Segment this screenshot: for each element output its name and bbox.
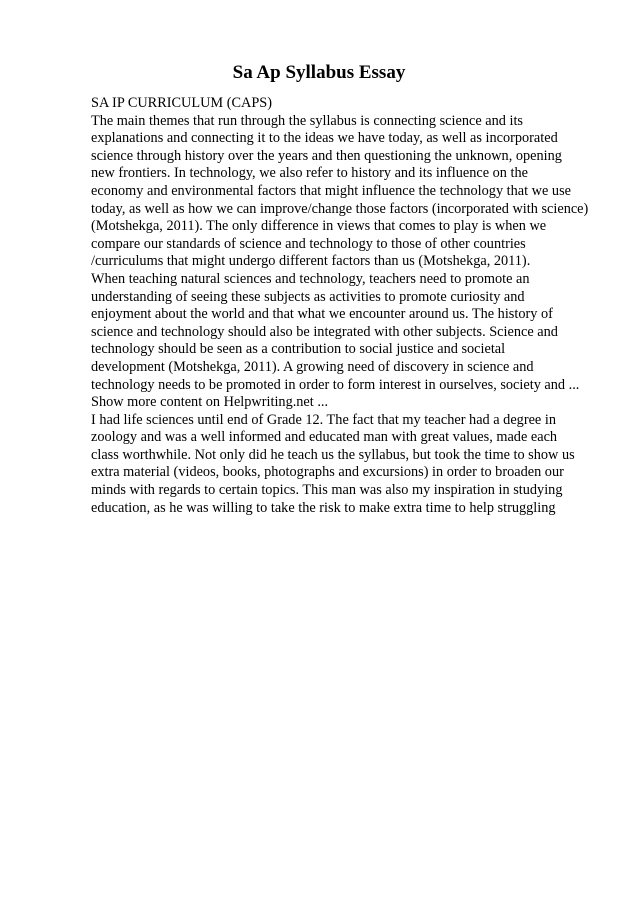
text-line: (Motshekga, 2011). The only difference in views that comes to play is when we	[91, 218, 547, 235]
text-line: science and technology should also be integrated with other subjects. Science and	[91, 323, 558, 340]
text-line: technology should be seen as a contribution to social justice and societal	[91, 341, 506, 358]
text-line: understanding of seeing these subjects as activities to promote curiosity and	[91, 288, 525, 305]
text-line: Show more content on Helpwriting.net ...	[91, 394, 329, 411]
text-line: When teaching natural sciences and technology, teachers need to promote an	[91, 270, 530, 287]
text-line: class worthwhile. Not only did he teach us the syllabus, but took the time to show us	[91, 446, 575, 463]
document-title: Sa Ap Syllabus Essay	[232, 62, 406, 83]
text-line: The main themes that run through the syllabus is connecting science and its	[91, 112, 523, 129]
text-line: technology needs to be promoted in order to form interest in ourselves, society and ...	[91, 376, 580, 393]
text-line: development (Motshekga, 2011). A growing need of discovery in science and	[91, 358, 534, 375]
text-line: SA IP CURRICULUM (CAPS)	[91, 95, 273, 111]
text-line: economy and environmental factors that might influence the technology that we use	[91, 182, 571, 199]
text-line: extra material (videos, books, photographs and excursions) in order to broaden our	[91, 464, 564, 481]
text-line: /curriculums that might undergo different factors than us (Motshekga, 2011).	[91, 253, 531, 270]
text-line: zoology and was a well informed and educated man with great values, made each	[91, 429, 558, 446]
document-body	[91, 95, 611, 517]
text-line: explanations and connecting it to the ideas we have today, as well as incorporated	[91, 130, 558, 147]
text-line: I had life sciences until end of Grade 12. The fact that my teacher had a degree in	[91, 411, 556, 428]
text-line: new frontiers. In technology, we also refer to history and its influence on the	[91, 165, 528, 182]
text-line: compare our standards of science and technology to those of other countries	[91, 235, 526, 252]
text-line: minds with regards to certain topics. This man was also my inspiration in studying	[91, 482, 563, 499]
text-line: science through history over the years and then questioning the unknown, opening	[91, 147, 562, 164]
text-line: today, as well as how we can improve/change those factors (incorporated with science)	[91, 200, 589, 217]
text-line: education, as he was willing to take the risk to make extra time to help struggling	[91, 499, 556, 516]
text-line: enjoyment about the world and that what we encounter around us. The history of	[91, 306, 553, 323]
